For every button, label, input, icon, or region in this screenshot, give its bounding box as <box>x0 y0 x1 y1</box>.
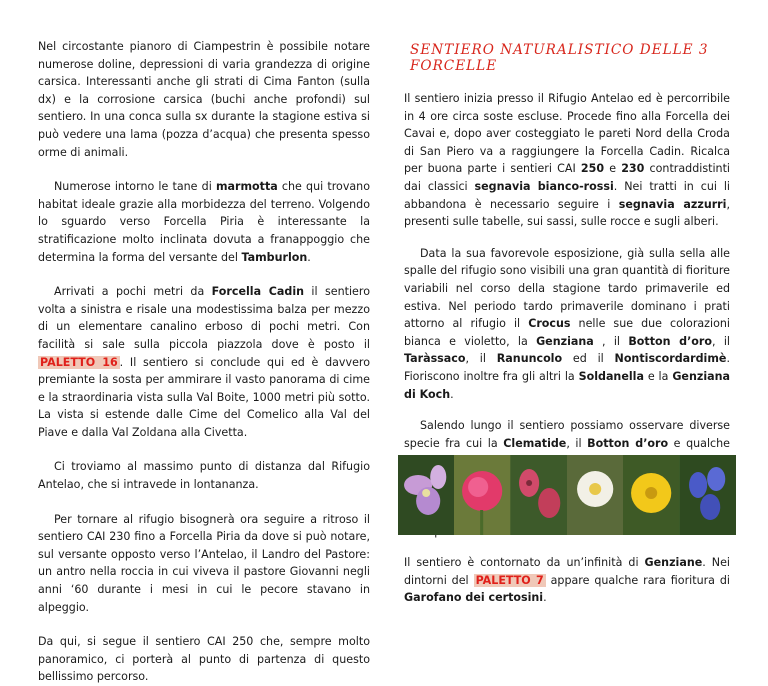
carnation-photo <box>454 455 510 535</box>
lily-photo <box>511 455 567 535</box>
flower-photo-strip <box>398 455 736 535</box>
paletto-16-label: PALETTO 16 <box>40 355 118 369</box>
right-paragraph-2: Data la sua favorevole esposizione, già sulla sella alle spalle del rifugio sono visibili una gran quantità di fioriture variabili nel corso della stagione tardo primaverile ed estiva. Nel periodo tardo primaverile dominano i prati attorno al rifugio il Crocus nelle sue due colorazioni bianca e violetto, la Genziana , il Botton d’oro, il Taràssaco, il Ranuncolo ed il Nontiscordardimè. Fioriscono inoltre fra gli altri la Soldanella e la Genziana di Koch. <box>404 246 730 401</box>
yellow-flower-photo <box>623 455 679 535</box>
white-flower-photo <box>567 455 623 535</box>
left-paragraph-4: Ci troviamo al massimo punto di distanza dal Rifugio Antelao, che si intravede in lontananza. <box>38 460 370 492</box>
left-paragraph-6: Da qui, si segue il sentiero CAI 250 che, sempre molto panoramico, ci porterà al punto di partenza di questo bellissimo percorso. <box>38 635 370 684</box>
right-paragraph-4: Il sentiero è contornato da un’infinità di Genziane. Nei dintorni del PALETTO 7 appare qualche rara fioritura di Garofano dei certosini. <box>404 556 731 605</box>
left-paragraph-2: Numerose intorno le tane di marmotta che qui trovano habitat ideale grazie alla morbidezza del terreno. Volgendo lo sguardo verso Forcella Piria è interessante la stratificazione molto inclinata dovuta a franappoggio che determina la forma del versante del Tamburlon. <box>38 180 371 264</box>
section-title: SENTIERO NATURALISTICO DELLE 3 FORCELLE <box>410 42 709 74</box>
right-paragraph-1: Il sentiero inizia presso il Rifugio Antelao ed è percorribile in 4 ore circa soste escluse. Procede fino alla Forcella dei Cavai e, dopo aver costeggiato le pareti Nord della Croda di San Piero va a raggiungere la Forcella Cadin. Ricalca per buona parte i sentieri CAI 250 e 230 contraddistinti dai classici segnavia bianco-rossi. Nei tratti in cui li abbandona è necessario seguire i segnavia azzurri, presenti sulle tabelle, sui sassi, sulle rocce e sugli alberi. <box>404 92 731 229</box>
right-paragraph-3: Salendo lungo il sentiero possiamo osservare diverse specie fra cui la Clematide, il Botton d’oro e qualche <box>404 417 730 540</box>
left-paragraph-3: Arrivati a pochi metri da Forcella Cadin il sentiero volta a sinistra e risale una modestissima balza per mezzo di un elementare canalino erboso di pochi metri. Con facilità si sale sulla piccola piazzola dove è posto il PALETTO 16 . Il sentiero si conclude qui ed è davvero premiante la sosta per ammirare il vasto panorama di cime e la straordinaria vista sulla Val Boite, 1000 metri più sotto. La vista si estende dalle Cime del Comelico alla Val del Piave e dalla Val Zoldana alla Civetta. <box>38 285 370 439</box>
blue-bells-photo <box>680 455 736 535</box>
left-column <box>38 38 370 686</box>
clematis-photo <box>398 455 454 535</box>
paletto-7-label: PALETTO 7 <box>475 573 544 587</box>
left-paragraph-1: Nel circostante pianoro di Ciampestrin è possibile notare numerose doline, depressioni di varia grandezza di origine carsica. Interessanti anche gli strati di Cima Fanton (sulla dx) e la corrosione carsica (buchi anche profondi) sul sentiero. In una conca sulla sx durante la stagione estiva si può vedere una lama (pozza d’acqua) che presenta spesso orme di animali. <box>38 40 370 159</box>
left-paragraph-5: Per tornare al rifugio bisognerà ora seguire a ritroso il sentiero CAI 230 fino a Forcella Piria da dove si può notare, sul versante opposto verso l’Antelao, il Landro del Pastore: un antro nella roccia in cui viveva il pastore Giovanni negli anni ‘60 durante i mesi in cui le pecore stavano in alpeggio. <box>38 512 370 614</box>
